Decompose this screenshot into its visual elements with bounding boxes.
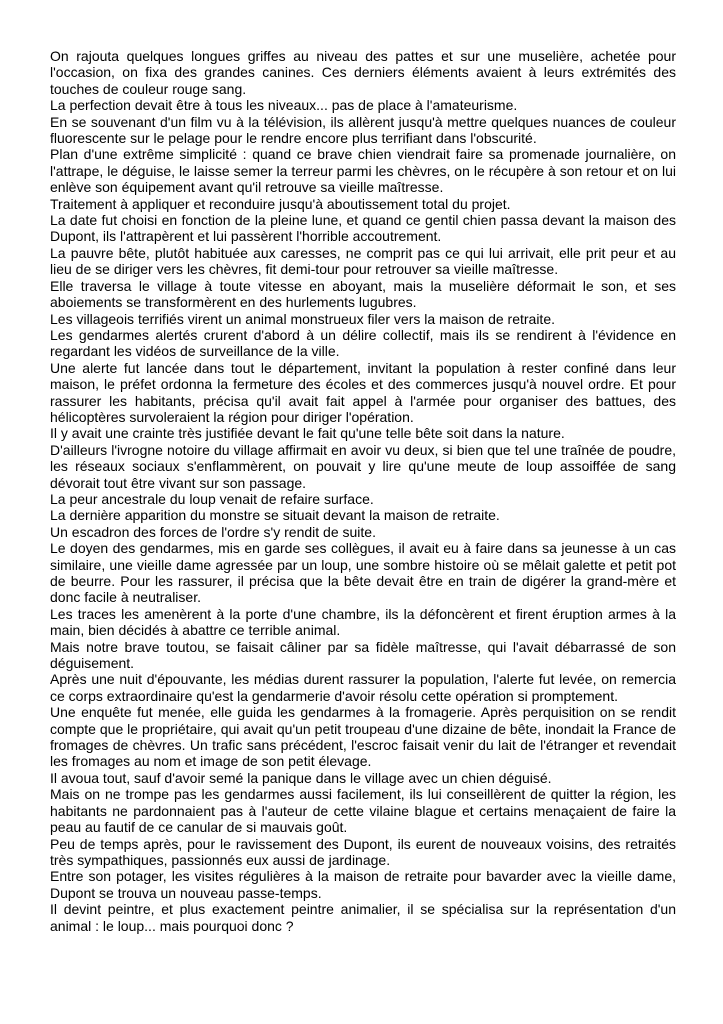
paragraph: La perfection devait être à tous les niveaux... pas de place à l'amateurisme.: [50, 97, 518, 114]
paragraph: Peu de temps après, pour le ravissement des Dupont, ils eurent de nouveaux voisins, des retraités très sympathiques, passionnés eux aussi de jardinage.: [50, 835, 676, 868]
paragraph: La date fut choisi en fonction de la pleine lune, et quand ce gentil chien passa devant la maison des Dupont, ils l'attrapèrent et lui passèrent l'horrible accoutrement.: [50, 212, 676, 245]
paragraph: Traitement à appliquer et reconduire jusqu'à aboutissement total du projet.: [50, 195, 511, 212]
paragraph: Il avoua tout, sauf d'avoir semé la panique dans le village avec un chien déguisé.: [50, 769, 552, 786]
paragraph: On rajouta quelques longues griffes au niveau des pattes et sur une muselière, achetée pour l'occasion, on fixa des grandes canines. Ces derniers éléments avaient à leurs extrémités des touches de couleur rouge sang.: [50, 48, 676, 97]
paragraph: La dernière apparition du monstre se situait devant la maison de retraite.: [50, 507, 500, 524]
paragraph: Il devint peintre, et plus exactement peintre animalier, il se spécialisa sur la représentation d'un animal : le loup... mais pourquoi donc ?: [50, 901, 676, 934]
paragraph: Il y avait une crainte très justifiée devant le fait qu'une telle bête soit dans la nature.: [50, 425, 565, 442]
paragraph: Entre son potager, les visites régulières à la maison de retraite pour bavarder avec la vieille dame, Dupont se trouva un nouveau passe-temps.: [50, 868, 676, 901]
document-page: [50, 48, 676, 934]
paragraph: Le doyen des gendarmes, mis en garde ses collègues, il avait eu à faire dans sa jeunesse à un cas similaire, une vieille dame agressée par un loup, une sombre histoire où se mêlait galette et petit pot de beurre. Pour les rassurer, il précisa que la bête devait être en train de digérer la grand-mère et donc facile à neutraliser.: [50, 540, 676, 606]
paragraph: Plan d'une extrême simplicité : quand ce brave chien viendrait faire sa promenade journalière, on l'attrape, le déguise, le laisse semer la terreur parmi les chèvres, on le récupère à son retour et on lui enlève son équipement avant qu'il retrouve sa vieille maîtresse.: [50, 146, 676, 196]
paragraph: Les gendarmes alertés crurent d'abord à un délire collectif, mais ils se rendirent à l'évidence en regardant les vidéos de surveillance de la ville.: [50, 326, 676, 360]
paragraph: D'ailleurs l'ivrogne notoire du village affirmait en avoir vu deux, si bien que tel une traînée de poudre, les réseaux sociaux s'enflammèrent, on pouvait y lire qu'une meute de loup assoiffée de sang dévorait tout être vivant sur son passage.: [50, 441, 676, 491]
paragraph: La pauvre bête, plutôt habituée aux caresses, ne comprit pas ce qui lui arrivait, elle prit peur et au lieu de se diriger vers les chèvres, fit demi-tour pour retrouver sa vieille maîtresse.: [50, 244, 676, 278]
paragraph: Mais notre brave toutou, se faisait câliner par sa fidèle maîtresse, qui l'avait débarrassé de son déguisement.: [50, 638, 676, 672]
paragraph: Les villageois terrifiés virent un animal monstrueux filer vers la maison de retraite.: [50, 310, 555, 327]
paragraph: Une enquête fut menée, elle guida les gendarmes à la fromagerie. Après perquisition on se rendit compte que le propriétaire, qui avait qu'un petit troupeau d'une dizaine de bête, inondait la France de fromages de chèvres. Un trafic sans précédent, l'escroc faisait venir du lait de l'étranger et revendait les fromages au nom et image de son petit élevage.: [50, 704, 676, 770]
paragraph: En se souvenant d'un film vu à la télévision, ils allèrent jusqu'à mettre quelques nuances de couleur fluorescente sur le pelage pour le rendre encore plus terrifiant dans l'obscurité.: [50, 113, 676, 147]
paragraph: La peur ancestrale du loup venait de refaire surface.: [50, 490, 374, 507]
paragraph: Mais on ne trompe pas les gendarmes aussi facilement, ils lui conseillèrent de quitter la région, les habitants ne pardonnaient pas à l'auteur de cette vilaine blague et certains menaçaient de faire la peau au fautif de ce canular de si mauvais goût.: [50, 786, 676, 836]
paragraph: Un escadron des forces de l'ordre s'y rendit de suite.: [50, 523, 376, 540]
paragraph: Après une nuit d'épouvante, les médias durent rassurer la population, l'alerte fut levée, on remercia ce corps extraordinaire qu'est la gendarmerie d'avoir résolu cette opération si promptement.: [50, 671, 676, 704]
paragraph: Elle traversa le village à toute vitesse en aboyant, mais la muselière déformait le son, et ses aboiements se transformèrent en des hurlements lugubres.: [50, 277, 676, 311]
paragraph: Les traces les amenèrent à la porte d'une chambre, ils la défoncèrent et firent éruption armes à la main, bien décidés à abattre ce terrible animal.: [50, 605, 676, 639]
paragraph: Une alerte fut lancée dans tout le département, invitant la population à rester confiné dans leur maison, le préfet ordonna la fermeture des écoles et des commerces jusqu'à nouvel ordre. Et pour rassurer les habitants, précisa qu'il avait fait appel à l'armée pour organiser des battues, des hélicoptères survoleraient la région pour diriger l'opération.: [50, 359, 676, 425]
